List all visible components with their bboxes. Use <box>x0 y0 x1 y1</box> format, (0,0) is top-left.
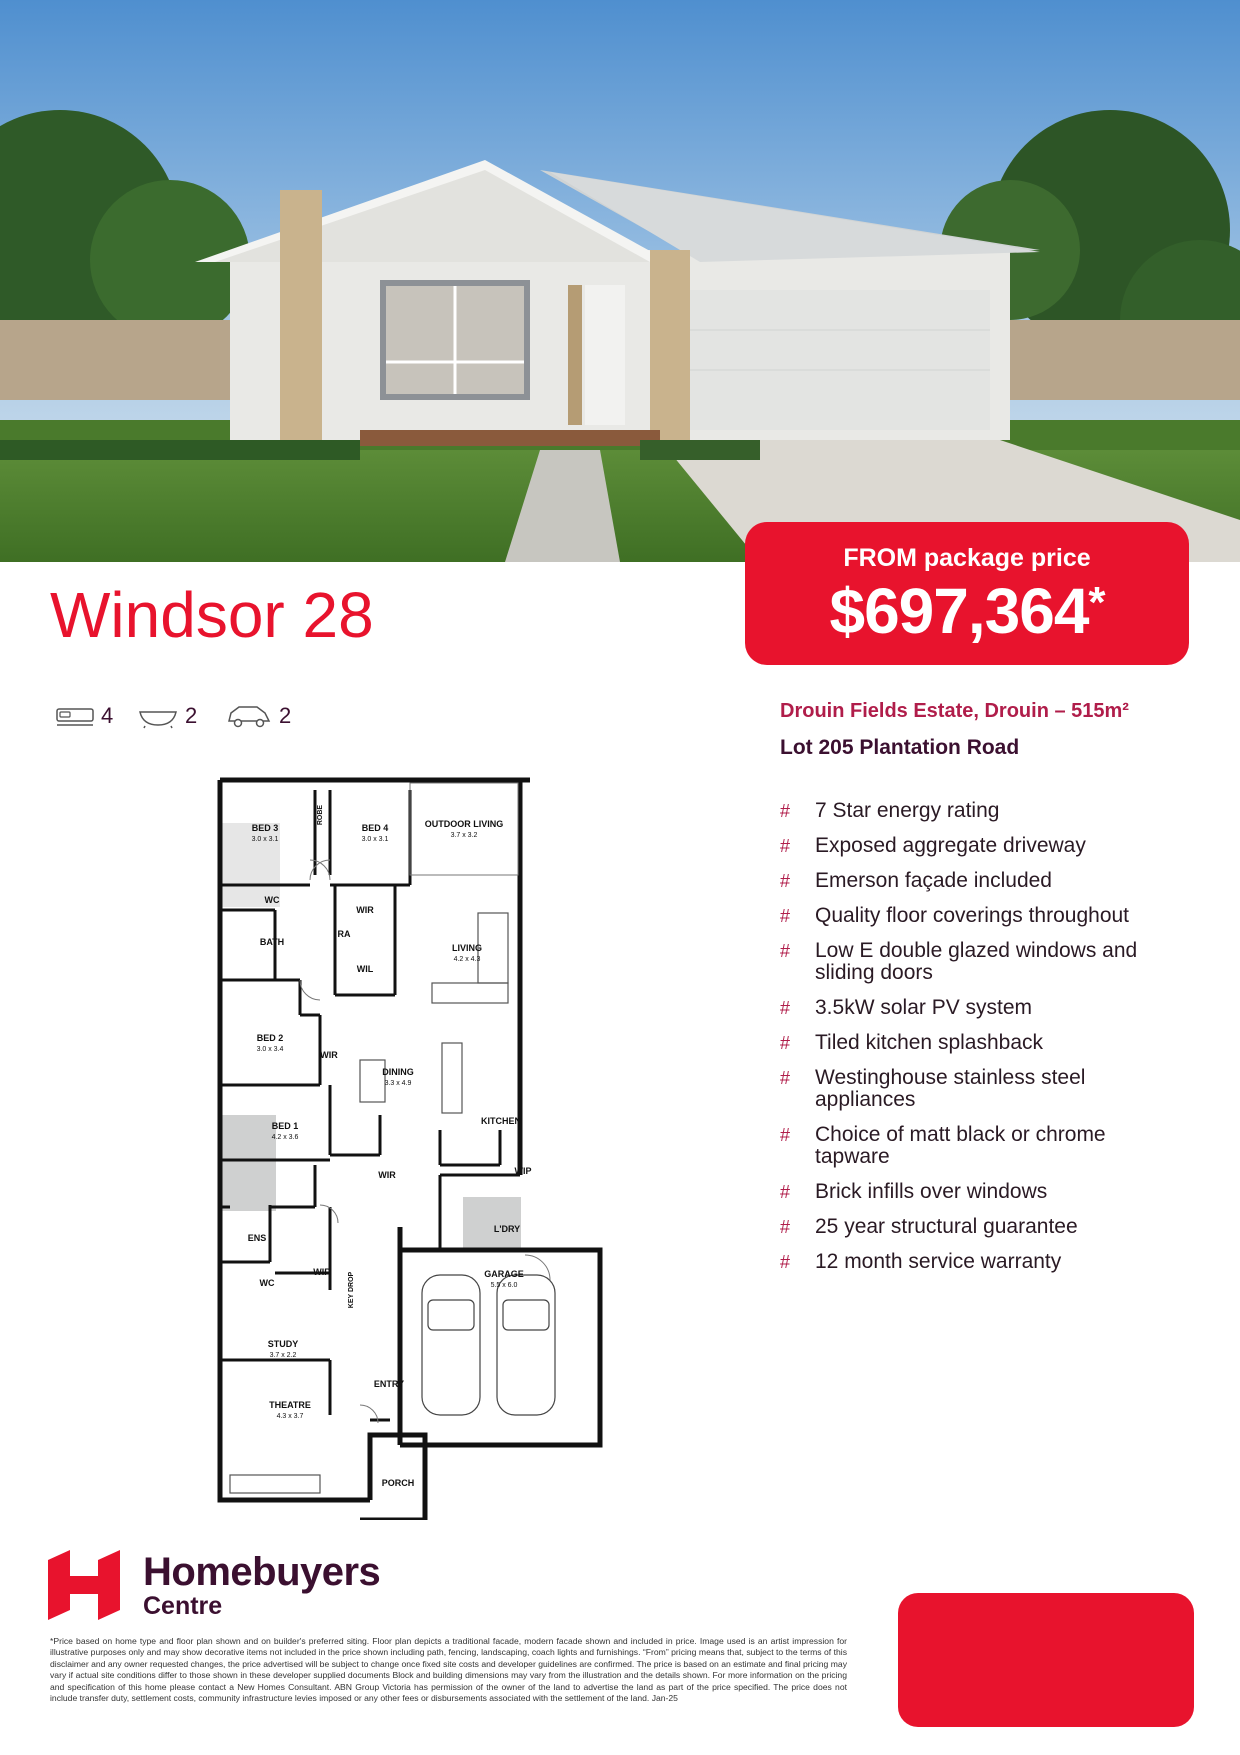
room-label-porch: PORCH <box>381 1478 415 1488</box>
room-label-wir4: WIR <box>313 1267 331 1277</box>
room-dim-theatre: 4.3 x 3.7 <box>276 1413 304 1420</box>
room-label-garage: GARAGE <box>484 1269 524 1279</box>
room-label-robe: ROBE <box>317 804 324 826</box>
bullet-hash: # <box>780 998 791 1018</box>
bullet-hash: # <box>780 941 791 961</box>
room-dim-dining: 3.3 x 4.9 <box>384 1080 412 1087</box>
bathrooms-spec <box>137 700 197 732</box>
bullet-hash: # <box>780 871 791 891</box>
list-item <box>780 835 1180 857</box>
room-label-bed4: BED 4 <box>361 823 389 833</box>
room-label-wil: WIL <box>356 964 374 974</box>
list-item <box>780 940 1180 984</box>
bedrooms-count: 4 <box>101 703 114 728</box>
room-label-bed1: BED 1 <box>271 1121 299 1131</box>
bullet-hash: # <box>780 1252 791 1272</box>
list-item <box>780 1251 1180 1273</box>
list-item <box>780 1067 1180 1111</box>
car-spaces-count: 2 <box>279 703 292 728</box>
room-dim-study: 3.7 x 2.2 <box>269 1352 297 1359</box>
room-dim-bed1: 4.2 x 3.6 <box>271 1134 299 1141</box>
room-dim-garage: 5.5 x 6.0 <box>490 1282 518 1289</box>
bath-icon <box>137 703 179 729</box>
home-design-title: Windsor 28 <box>50 579 374 651</box>
room-label-living: LIVING <box>451 943 483 953</box>
hero-house-image <box>0 0 1240 562</box>
price-asterisk: * <box>1088 578 1105 627</box>
feature-text: 7 Star energy rating <box>815 799 1000 822</box>
room-label-wc1: WC <box>264 895 280 905</box>
list-item <box>780 1124 1180 1168</box>
bedrooms-spec <box>55 700 113 732</box>
feature-text: Choice of matt black or chrome tapware <box>815 1123 1106 1168</box>
home-specs <box>55 700 355 732</box>
package-price-box <box>745 522 1189 665</box>
room-label-bed3: BED 3 <box>251 823 279 833</box>
room-dim-bed2: 3.0 x 3.4 <box>256 1046 284 1053</box>
room-label-outdoor: OUTDOOR LIVING <box>424 819 504 829</box>
bed-icon <box>55 703 95 729</box>
list-item <box>780 1032 1180 1054</box>
room-label-wip: WIP <box>514 1166 532 1176</box>
list-item <box>780 905 1180 927</box>
bullet-hash: # <box>780 1125 791 1145</box>
room-label-bath: BATH <box>259 937 285 947</box>
logo-sub: Centre <box>143 1592 223 1620</box>
room-label-entry: ENTRY <box>373 1379 405 1389</box>
bullet-hash: # <box>780 1068 791 1088</box>
room-label-wir1: WIR <box>356 905 374 915</box>
bullet-hash: # <box>780 1033 791 1053</box>
estate-location: Drouin Fields Estate, Drouin – 515m² <box>780 700 1129 722</box>
room-dim-outdoor: 3.7 x 3.2 <box>450 832 478 839</box>
car-spaces-spec <box>225 700 291 732</box>
bullet-hash: # <box>780 906 791 926</box>
feature-text: Brick infills over windows <box>815 1180 1048 1203</box>
bullet-hash: # <box>780 1182 791 1202</box>
room-label-bed2: BED 2 <box>256 1033 284 1043</box>
room-label-kitchen: KITCHEN <box>481 1116 521 1126</box>
room-label-dining: DINING <box>382 1067 414 1077</box>
room-dim-living: 4.2 x 4.3 <box>453 956 481 963</box>
room-dim-bed4: 3.0 x 3.1 <box>361 836 389 843</box>
floor-plan <box>210 775 605 1520</box>
room-label-ldry: L'DRY <box>493 1224 521 1234</box>
car-icon <box>225 701 273 731</box>
room-label-wir2: WIR <box>320 1050 338 1060</box>
feature-text: 25 year structural guarantee <box>815 1215 1078 1238</box>
room-label-wc2: WC <box>259 1278 275 1288</box>
price-value-line <box>745 574 1189 648</box>
list-item <box>780 1181 1180 1203</box>
homebuyers-centre-logo <box>48 1550 428 1620</box>
feature-text: 12 month service warranty <box>815 1250 1062 1273</box>
feature-text: Exposed aggregate driveway <box>815 834 1086 857</box>
room-label-ens: ENS <box>247 1233 267 1243</box>
room-label-ra: RA <box>337 929 351 939</box>
feature-text: Westinghouse stainless steel appliances <box>815 1066 1086 1111</box>
room-dim-bed3: 3.0 x 3.1 <box>251 836 279 843</box>
room-label-theatre: THEATRE <box>269 1400 311 1410</box>
feature-text: Low E double glazed windows and sliding doors <box>815 939 1138 984</box>
list-item <box>780 870 1180 892</box>
red-accent-block <box>898 1593 1194 1727</box>
bullet-hash: # <box>780 801 791 821</box>
disclaimer: *Price based on home type and floor plan shown and on builder's preferred siting. Floor plan depicts a traditional facade, modern facade shown and included in price. Image used is an artist impression for illustrative purposes only and may show decorative items not included in the price shown including path, fencing, landscaping, coach lights and furnishings. “From” pricing means that, subject to the terms of this disclaimer and any owner requested changes, the price advertised will be subject to change once fixed site costs and developer guidelines are confirmed. The price is based on an estimate and final pricing may vary if actual site conditions differ to those shown in these developer supplied documents Block and building dimensions may vary from the illustration and the details shown. For more information on the pricing and specification of this home please contact a New Homes Consultant. ABN Group Victoria has permission of the owner of the land to advertise the land as part of the price specified. The price does not include transfer duty, settlement costs, community infrastructure levies imposed or any other fees or disbursements associated with the settlement of the land. Jan-25 <box>50 1636 847 1704</box>
feature-text: Emerson façade included <box>815 869 1052 892</box>
price-label: FROM package price <box>843 544 1091 572</box>
bullet-hash: # <box>780 1217 791 1237</box>
feature-text: Quality floor coverings throughout <box>815 904 1130 927</box>
bullet-hash: # <box>780 836 791 856</box>
room-label-study: STUDY <box>267 1339 299 1349</box>
bathrooms-count: 2 <box>185 703 198 728</box>
room-label-wir3: WIR <box>378 1170 396 1180</box>
brand-h-icon <box>48 1550 120 1620</box>
room-label-keydrop: KEY DROP <box>348 1271 355 1309</box>
list-item <box>780 800 1180 822</box>
lot-address: Lot 205 Plantation Road <box>780 736 1020 759</box>
feature-list <box>780 800 1180 1286</box>
list-item <box>780 1216 1180 1238</box>
list-item <box>780 997 1180 1019</box>
feature-text: Tiled kitchen splashback <box>815 1031 1044 1054</box>
logo-name: Homebuyers <box>143 1550 381 1594</box>
price-value: $697,364 <box>829 575 1089 647</box>
feature-text: 3.5kW solar PV system <box>815 996 1033 1019</box>
